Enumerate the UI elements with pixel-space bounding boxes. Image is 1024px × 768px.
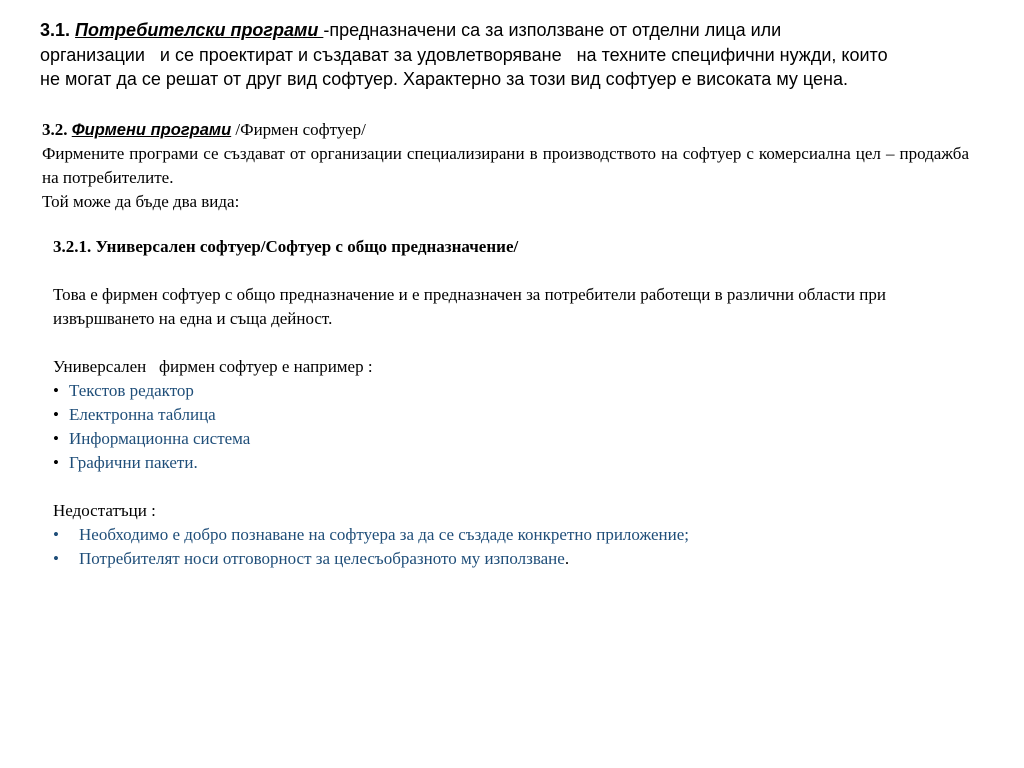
list-item xyxy=(53,523,953,547)
bullet-icon: • xyxy=(53,453,59,472)
section-3-2-title-suffix: /Фирмен софтуер/ xyxy=(231,120,366,139)
section-3-2 xyxy=(42,118,969,214)
examples-intro: Универсален фирмен софтуер е например : xyxy=(53,357,373,376)
section-3-1-text-line-3: не могат да се решат от друг вид софтуер. Характерно за този вид софтуер е високата му цена. xyxy=(40,69,848,89)
bullet-icon: • xyxy=(53,525,59,544)
disadvantage-text: Потребителят носи отговорност за целесъобразното му използване xyxy=(79,549,565,568)
section-3-1-title: Потребителски програми xyxy=(75,20,324,40)
bullet-icon: • xyxy=(53,405,59,424)
section-3-1 xyxy=(40,18,990,92)
disadvantages-title: Недостатъци : xyxy=(53,501,156,520)
example-label: Графични пакети. xyxy=(69,453,198,472)
example-label: Електронна таблица xyxy=(69,405,216,424)
section-3-2-paragraph: Фирмените програми се създават от организации специализирани в производството на софтуер с комерсиална цел – продажба на потребителите. xyxy=(42,144,969,187)
section-3-2-title: Фирмени програми xyxy=(71,121,232,139)
example-label: Текстов редактор xyxy=(69,381,194,400)
examples-list xyxy=(53,379,953,475)
bullet-icon: • xyxy=(53,549,59,568)
section-3-2-types-line: Той може да бъде два вида: xyxy=(42,192,240,211)
section-3-1-text-line-1: -предназначени са за използване от отделни лица или xyxy=(323,20,782,40)
trailing-period: . xyxy=(564,549,570,568)
section-3-2-number: 3.2. xyxy=(42,120,68,139)
section-3-2-1-description: Това е фирмен софтуер с общо предназначение и е предназначен за потребители работещи в различни области при извършването на една и съща дейност. xyxy=(53,285,886,328)
list-item xyxy=(53,403,953,427)
section-3-2-1 xyxy=(53,235,953,571)
disadvantage-text: Необходимо е добро познаване на софтуера за да се създаде конкретно приложение; xyxy=(79,525,690,544)
list-item xyxy=(53,427,953,451)
example-label: Информационна система xyxy=(69,429,251,448)
list-item xyxy=(53,451,953,475)
list-item xyxy=(53,379,953,403)
section-3-2-heading xyxy=(42,118,969,142)
section-3-2-1-title: 3.2.1. Универсален софтуер/Софтуер с общо предназначение/ xyxy=(53,237,519,256)
section-3-1-text-line-2: организации и се проектират и създават за удовлетворяване на техните специфични нужди, които xyxy=(40,44,888,65)
bullet-icon: • xyxy=(53,429,59,448)
list-item xyxy=(53,547,953,571)
bullet-icon: • xyxy=(53,381,59,400)
section-3-1-number: 3.1. xyxy=(40,20,71,40)
disadvantages-list xyxy=(53,523,953,571)
section-3-1-line-1 xyxy=(40,18,990,43)
